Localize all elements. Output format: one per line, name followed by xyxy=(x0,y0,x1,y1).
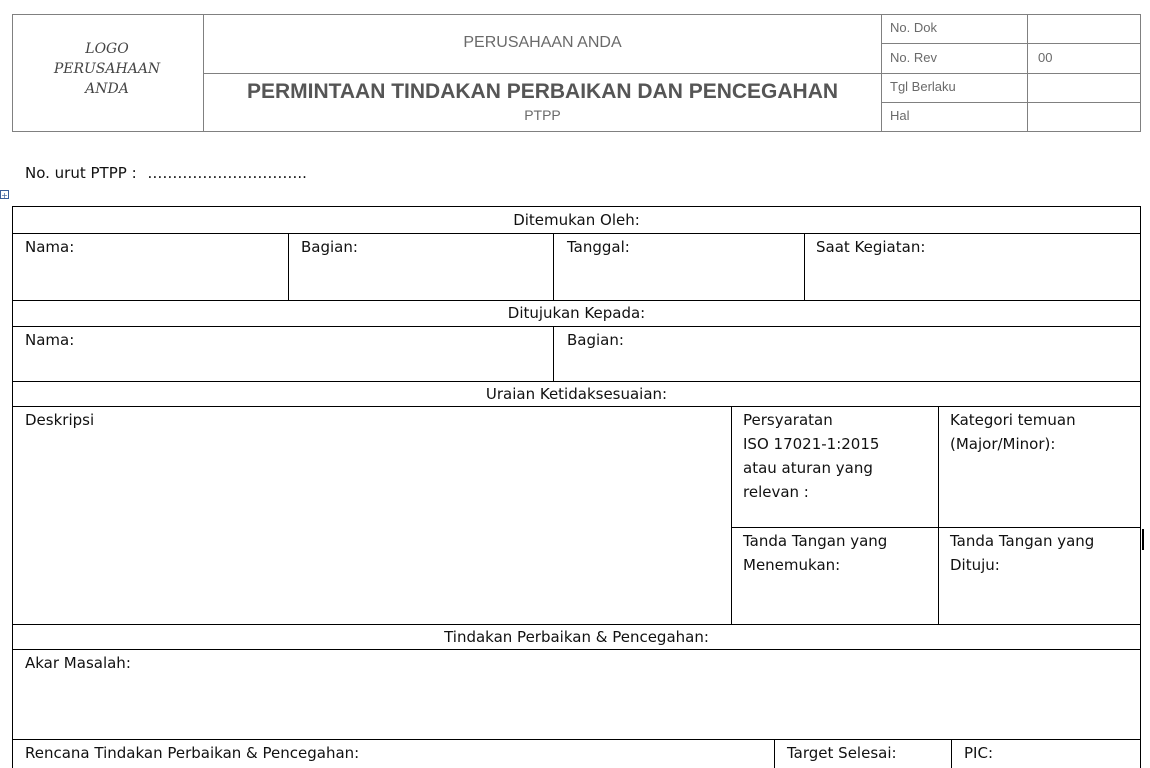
finder-signature-line-2: Menemukan: xyxy=(743,556,841,574)
logo-line-3: ANDA xyxy=(85,81,129,97)
row-line-found-header xyxy=(12,233,1141,234)
header-border-top xyxy=(12,14,1141,15)
col-line-found-1 xyxy=(288,233,289,300)
col-line-target xyxy=(951,739,952,768)
text-cursor xyxy=(1142,529,1144,550)
row-line-addressed-fields xyxy=(12,381,1141,382)
row-line-addressed-header xyxy=(12,326,1141,327)
col-line-found-3 xyxy=(804,233,805,300)
document-subtitle: PTPP xyxy=(524,107,561,123)
effective-date-label: Tgl Berlaku xyxy=(890,79,956,94)
requirement-field[interactable] xyxy=(743,408,879,504)
table-move-handle-icon[interactable]: + xyxy=(1,191,8,200)
row-line-requirement xyxy=(731,527,1141,528)
row-line-top xyxy=(12,206,1141,207)
col-line-plan xyxy=(774,739,775,768)
target-signature-line-1: Tanda Tangan yang xyxy=(950,532,1095,550)
header-border-bottom xyxy=(12,131,1141,132)
table-border-left xyxy=(12,206,13,768)
doc-number-label: No. Dok xyxy=(890,20,937,35)
page-label: Hal xyxy=(890,108,910,123)
category-line-2: (Major/Minor): xyxy=(950,435,1056,453)
row-line-corrective-header xyxy=(12,649,1141,650)
revision-value[interactable]: 00 xyxy=(1038,50,1053,65)
row-line-nonconformity-body xyxy=(12,624,1141,625)
header-row-line-2 xyxy=(881,73,1140,74)
category-field[interactable] xyxy=(950,408,1076,456)
col-line-found-2 xyxy=(553,233,554,300)
col-line-description xyxy=(731,406,732,624)
finder-signature-field[interactable] xyxy=(743,529,887,577)
pic-field[interactable]: PIC: xyxy=(964,744,993,762)
revision-label: No. Rev xyxy=(890,50,937,65)
addressed-to-name-field[interactable]: Nama: xyxy=(25,331,75,349)
corrective-title: Tindakan Perbaikan & Pencegahan: xyxy=(444,628,709,646)
serial-number-row xyxy=(25,161,307,185)
serial-number-label: No. urut PTPP : xyxy=(25,164,137,182)
row-line-found-fields xyxy=(12,300,1141,301)
header-divider-title xyxy=(203,73,881,74)
table-border-right xyxy=(1140,206,1141,768)
found-by-title: Ditemukan Oleh: xyxy=(513,211,640,229)
nonconformity-title: Uraian Ketidaksesuaian: xyxy=(485,385,668,403)
found-by-section-field[interactable]: Bagian: xyxy=(301,238,358,256)
requirement-line-4: relevan : xyxy=(743,483,809,501)
target-signature-field[interactable] xyxy=(950,529,1094,577)
requirement-line-1: Persyaratan xyxy=(743,411,833,429)
finder-signature-line-1: Tanda Tangan yang xyxy=(743,532,888,550)
found-by-name-field[interactable]: Nama: xyxy=(25,238,75,256)
target-completion-field[interactable]: Target Selesai: xyxy=(787,744,897,762)
serial-number-blank[interactable]: ………………………….. xyxy=(147,164,307,182)
root-cause-field[interactable]: Akar Masalah: xyxy=(25,654,131,672)
found-by-date-field[interactable]: Tanggal: xyxy=(567,238,630,256)
description-field[interactable]: Deskripsi xyxy=(25,411,95,429)
company-name: PERUSAHAAN ANDA xyxy=(463,34,622,51)
found-by-activity-field[interactable]: Saat Kegiatan: xyxy=(816,238,926,256)
logo-line-1: LOGO xyxy=(85,41,129,57)
col-line-addressed xyxy=(553,326,554,381)
company-logo xyxy=(12,38,202,100)
requirement-line-3: atau aturan yang xyxy=(743,459,873,477)
logo-line-2: PERUSAHAAN xyxy=(53,61,161,77)
target-signature-line-2: Dituju: xyxy=(950,556,1000,574)
row-line-root-cause xyxy=(12,739,1141,740)
category-line-1: Kategori temuan xyxy=(950,411,1076,429)
row-line-nonconformity-header xyxy=(12,406,1141,407)
addressed-to-section-field[interactable]: Bagian: xyxy=(567,331,624,349)
document-title: PERMINTAAN TINDAKAN PERBAIKAN DAN PENCEGAHAN xyxy=(246,80,839,103)
header-border-right xyxy=(1140,14,1141,132)
action-plan-field[interactable]: Rencana Tindakan Perbaikan & Pencegahan: xyxy=(25,744,360,762)
header-row-line-1 xyxy=(881,43,1140,44)
header-row-line-3 xyxy=(881,102,1140,103)
addressed-to-title: Ditujukan Kepada: xyxy=(507,304,646,322)
requirement-line-2: ISO 17021-1:2015 xyxy=(743,435,880,453)
col-line-category xyxy=(938,406,939,624)
